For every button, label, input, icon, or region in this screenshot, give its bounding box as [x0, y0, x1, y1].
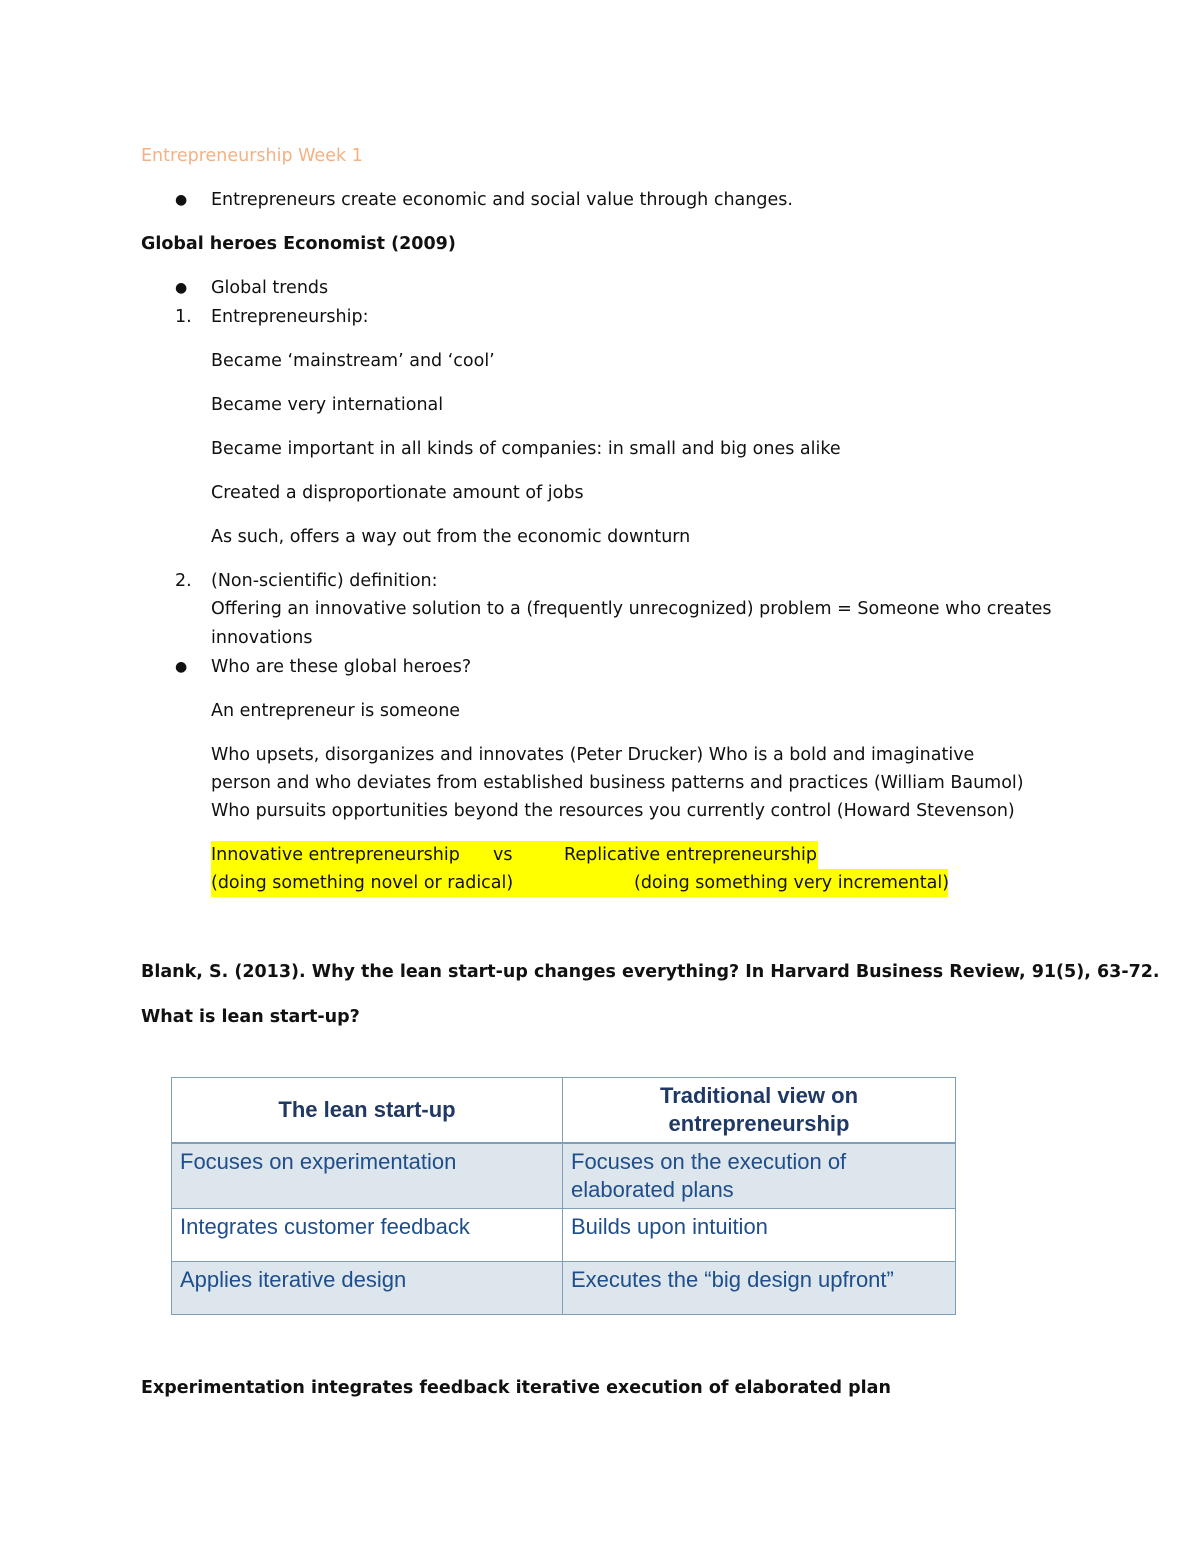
entrepreneur-intro: An entrepreneur is someone — [211, 701, 461, 721]
heroes-bullet: Who are these global heroes? — [211, 657, 472, 677]
summary-line: Experimentation integrates feedback iterative execution of elaborated plan — [141, 1378, 891, 1398]
innovative-label: Innovative entrepreneurship — [211, 845, 460, 865]
global-trends-bullet: Global trends — [211, 278, 329, 298]
item2-definition-line: innovations — [211, 628, 313, 648]
table-row — [172, 1209, 956, 1262]
document-title: Entrepreneurship Week 1 — [141, 146, 363, 166]
quote-line: Who pursuits opportunities beyond the resources you currently control (Howard Stevenson) — [211, 801, 1015, 821]
bullet-dot: ● — [175, 192, 188, 208]
item1-line: Became very international — [211, 395, 444, 415]
item2-label: (Non-scientific) definition: — [211, 571, 438, 591]
quote-line: Who upsets, disorganizes and innovates (Peter Drucker) Who is a bold and imaginative — [211, 745, 975, 765]
citation: Blank, S. (2013). Why the lean start-up changes everything? In Harvard Business Review, 91(5), 63-72. — [141, 962, 1160, 982]
intro-bullet-text: Entrepreneurs create economic and social value through changes. — [211, 190, 793, 210]
vs-label: vs — [493, 845, 513, 865]
section-heading-global-heroes: Global heroes Economist (2009) — [141, 234, 456, 254]
item1-line: Became important in all kinds of companies: in small and big ones alike — [211, 439, 841, 459]
bullet-dot: ● — [175, 280, 188, 296]
comparison-table — [171, 1077, 956, 1315]
replicative-desc: (doing something very incremental) — [634, 873, 950, 893]
item1-line: Created a disproportionate amount of jobs — [211, 483, 584, 503]
list-number-2: 2. — [175, 571, 192, 591]
table-row — [172, 1262, 956, 1315]
table-header-lean: The lean start-up — [172, 1078, 563, 1144]
list-number-1: 1. — [175, 307, 192, 327]
table-cell: Applies iterative design — [172, 1262, 563, 1315]
replicative-label: Replicative entrepreneurship — [564, 845, 818, 865]
lean-startup-question: What is lean start-up? — [141, 1007, 360, 1027]
table-header-row — [172, 1078, 956, 1144]
table-cell: Focuses on experimentation — [172, 1143, 563, 1209]
table-cell: Builds upon intuition — [563, 1209, 956, 1262]
item1-line: As such, offers a way out from the economic downturn — [211, 527, 691, 547]
quote-line: person and who deviates from established business patterns and practices (William Baumol) — [211, 773, 1024, 793]
item2-definition-line: Offering an innovative solution to a (frequently unrecognized) problem = Someone who creates — [211, 599, 1052, 619]
table-cell: Integrates customer feedback — [172, 1209, 563, 1262]
table-header-traditional: Traditional view on entrepreneurship — [563, 1078, 956, 1144]
table-row — [172, 1143, 956, 1209]
table-cell: Focuses on the execution of elaborated plans — [563, 1143, 956, 1209]
bullet-dot: ● — [175, 659, 188, 675]
item1-label: Entrepreneurship: — [211, 307, 369, 327]
item1-line: Became ‘mainstream’ and ‘cool’ — [211, 351, 495, 371]
innovative-desc: (doing something novel or radical) — [211, 873, 514, 893]
table-cell: Executes the “big design upfront” — [563, 1262, 956, 1315]
